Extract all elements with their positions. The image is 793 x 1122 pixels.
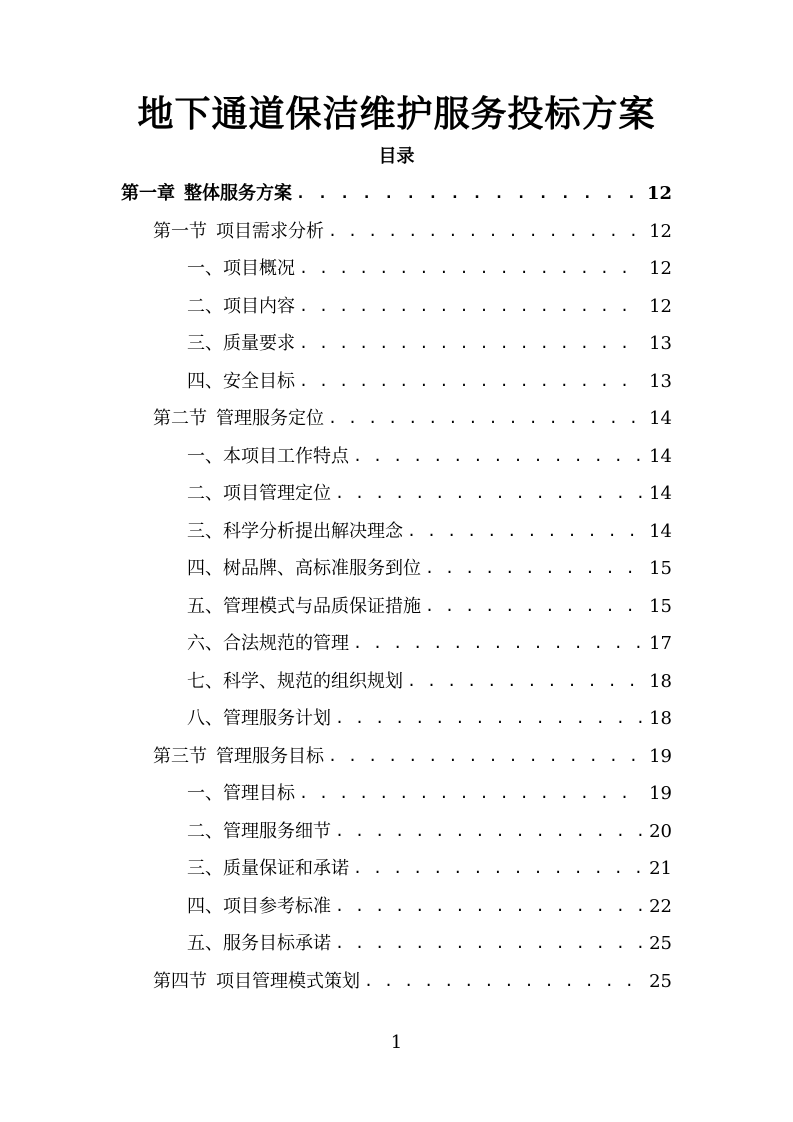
toc-dot-leader [407,513,643,550]
toc-entry-page: 19 [649,745,672,767]
toc-entry[interactable] [187,775,672,812]
toc-entry-number: 第四节 [153,970,207,992]
toc-dot-leader [335,813,643,850]
toc-entry-label: 一、管理目标 [187,783,295,804]
toc-entry[interactable] [187,475,672,512]
toc-entry-label: 整体服务方案 [184,183,292,204]
toc-entry-page: 14 [649,408,672,429]
toc-entry-page: 13 [649,333,672,354]
toc-entry-page: 25 [649,970,672,992]
toc-entry-page: 13 [649,370,672,392]
toc-entry-label: 管理服务定位 [216,408,324,429]
toc-entry[interactable] [187,925,672,962]
toc-entry[interactable] [153,738,672,775]
toc-entry-label: 四、项目参考标准 [187,895,331,917]
toc-dot-leader [353,438,643,475]
toc-entry-page: 19 [649,783,672,804]
toc-entry-page: 12 [649,295,672,317]
toc-entry-label: 一、本项目工作特点 [187,445,349,467]
toc-heading: 目录 [378,146,415,167]
toc-dot-leader [328,738,643,775]
toc-entry[interactable] [187,813,672,850]
toc-dot-leader [407,663,643,700]
toc-entry[interactable] [153,400,672,437]
toc-entry-page: 22 [649,895,672,917]
toc-entry-page: 18 [649,708,672,729]
toc-entry-label: 七、科学、规范的组织规划 [187,670,403,692]
toc-entry-page: 18 [649,670,672,692]
page-number: 1 [390,1032,403,1053]
toc-dot-leader [299,325,643,362]
toc-entry-page: 12 [649,220,672,242]
document-title: 地下通道保洁维护服务投标方案 [137,93,656,135]
toc-entry-page: 14 [649,445,672,467]
toc-dot-leader [353,850,643,887]
toc-entry[interactable] [187,625,672,662]
toc-entry[interactable] [187,700,672,737]
toc-entry-page: 14 [649,520,672,542]
toc-dot-leader [425,588,643,625]
toc-entry-page: 17 [649,633,672,654]
toc-entry-label: 三、科学分析提出解决理念 [187,520,403,542]
toc-entry[interactable] [187,588,672,625]
toc-entry-page: 14 [649,483,672,504]
toc-entry-label: 一、项目概况 [187,258,295,279]
toc-entry[interactable] [187,250,672,287]
toc-entry-label: 八、管理服务计划 [187,708,331,729]
toc-dot-leader [335,888,643,925]
toc-dot-leader [335,475,643,512]
toc-entry-label: 六、合法规范的管理 [187,633,349,654]
toc-entry-page: 15 [649,595,672,617]
toc-entry-page: 20 [649,820,672,842]
toc-dot-leader [353,625,643,662]
toc-entry-label: 二、项目内容 [187,295,295,317]
toc-dot-leader [335,700,643,737]
toc-entry-label: 项目管理模式策划 [216,970,360,992]
toc-entry[interactable] [187,850,672,887]
toc-entry[interactable] [153,213,672,250]
toc-dot-leader [299,363,643,400]
toc-entry-page: 12 [649,258,672,279]
toc-entry-page: 15 [649,558,672,579]
toc-entry-label: 二、项目管理定位 [187,483,331,504]
toc-dot-leader [328,400,643,437]
toc-entry-label: 二、管理服务细节 [187,820,331,842]
toc-entry-label: 五、服务目标承诺 [187,933,331,954]
toc-entry-label: 四、树品牌、高标准服务到位 [187,558,421,579]
toc-entry-label: 项目需求分析 [216,220,324,242]
toc-entry[interactable] [187,663,672,700]
toc-entry-page: 12 [646,183,672,204]
toc-entry-number: 第一节 [153,220,207,242]
toc-dot-leader [299,775,643,812]
toc-entry[interactable] [187,550,672,587]
toc-entry-label: 三、质量保证和承诺 [187,858,349,879]
toc-entry-label: 四、安全目标 [187,370,295,392]
toc-dot-leader [296,175,641,212]
toc-entry[interactable] [187,888,672,925]
toc-entry-page: 21 [649,858,672,879]
toc-entry[interactable] [187,363,672,400]
toc-entry-label: 三、质量要求 [187,333,295,354]
toc-entry[interactable] [187,513,672,550]
toc-dot-leader [335,925,643,962]
toc-dot-leader [328,213,643,250]
toc-entry-number: 第三节 [153,745,207,767]
toc-entry[interactable] [153,963,672,1000]
toc-entry-number: 第二节 [153,408,207,429]
toc-entry-label: 管理服务目标 [216,745,324,767]
toc-dot-leader [299,288,643,325]
toc-entry[interactable] [187,438,672,475]
toc-entry-label: 五、管理模式与品质保证措施 [187,595,421,617]
toc-dot-leader [364,963,643,1000]
toc-dot-leader [299,250,643,287]
toc-entry-number: 第一章 [121,183,175,204]
toc-entry[interactable] [121,175,672,212]
toc-entry[interactable] [187,288,672,325]
toc-entry-page: 25 [649,933,672,954]
toc-entry[interactable] [187,325,672,362]
toc-dot-leader [425,550,643,587]
